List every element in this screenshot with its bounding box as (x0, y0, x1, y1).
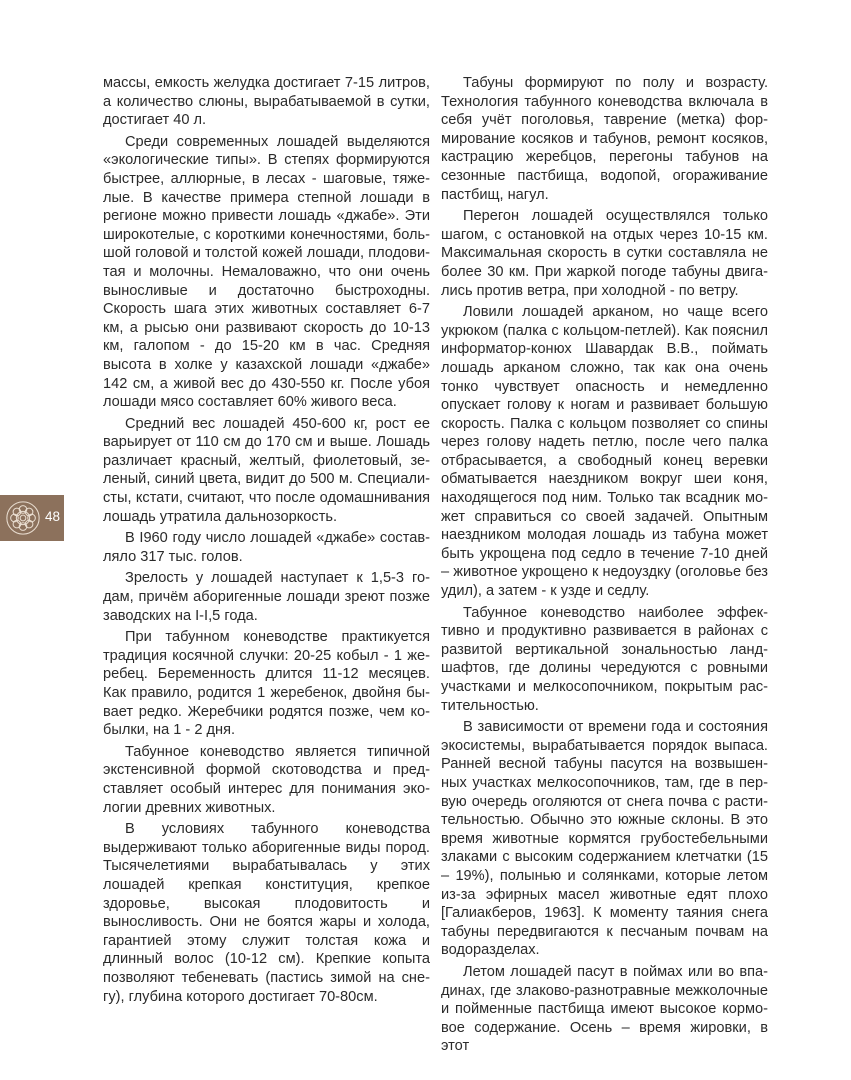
page-number-tab (0, 495, 64, 541)
paragraph: В I960 году число лошадей «джабе» составляло 317 тыс. голов. (103, 530, 430, 565)
paragraph: В зависимости от времени года и состояния экосистемы, вырабатывается порядок выпаса. Ранней весной табуны пасутся на возвышенных участках мелкосопочников, там, где в первую очередь оголяются от снега почва с растительностью. Обычно это южные склоны. В это время животные кормятся грубостебельными злаками с высоким содержанием клетчатки (15 – 19%), полынью и солянками, которые летом из-за эфирных масел животные едят плохо [Галиакберов, 1963]. К моменту таяния снега табуны передвигаются к песчаным почвам на водоразделах. (441, 719, 768, 959)
paragraph: Табунное коневодство является типичной экстенсивной формой скотоводства и представляет особый интерес для понимания экологии древних животных. (103, 743, 430, 816)
paragraph: Летом лошадей пасут в поймах или во впадинах, где злаково-разнотравные межколочные и пойменные пастбища имеют высокое кормовое содержание. Осень – время жировки, в этот (441, 963, 768, 1055)
paragraph: В условиях табунного коневодства выдерживают только аборигенные виды пород. Тысячелетиями вырабатывалась у этих лошадей крепкая конституция, крепкое здоровье, высокая плодовитость и выносливость. Они не боятся жары и холода, гарантией этому служит толстая кожа и длинный волос (10-12 см). Крепкие копыта позволяют тебеневать (пастись зимой на снегу), глубина которого достигает 70-80см. (103, 821, 430, 1005)
paragraph: Табунное коневодство наиболее эффективно и продуктивно развивается в районах с развитой вертикальной зональностью ландшафтов, где долины чередуются с ровными участками и мелкосопочником, покрытым растительностью. (441, 604, 768, 714)
paragraph: Средний вес лошадей 450-600 кг, рост ее варьирует от 110 см до 170 см и выше. Лошадь различает красный, желтый, фиолетовый, зеленый, синий цвета, видит до 500 м. Специалисты, кстати, считают, что после одомашнивания лошадь утратила дальнозоркость. (103, 415, 430, 525)
paragraph: Табуны формируют по полу и возрасту. Технология табунного коневодства включала в себя учёт поголовья, таврение (метка) формирование косяков и табунов, ремонт косяков, кастрацию жеребцов, перегоны табунов на сезонные пастбища, водопой, огораживание пастбищ, нагул. (441, 75, 768, 203)
paragraph: массы, емкость желудка достигает 7-15 литров, а количество слюны, вырабатываемой в сутки, достигает 40 л. (103, 75, 430, 129)
right-text-column (441, 74, 768, 1059)
paragraph: Ловили лошадей арканом, но чаще всего укрюком (палка с кольцом-петлей). Как пояснил информатор-конюх Шавардак В.В., поймать лошадь арканом сложно, так как она очень тонко чувствует опасность и немедленно опускает голову к ногам и развивает большую скорость. Палка с кольцом позволяет со спины через голову надеть петлю, после чего палка отбрасывается, а свободный конец веревки обматывается наездником вокруг шеи коня, находящегося под ним. Только так всадник может справиться со своей задачей. Опытным наездником молодая лошадь из табуна может быть укрощена под седло в течение 7-10 дней – животное укрощено к недоуздку (оголовье без удил), а затем - к узде и седлу. (441, 304, 768, 600)
paragraph: При табунном коневодстве практикуется традиция косячной случки: 20-25 кобыл - 1 жеребец. Беременность длится 11-12 месяцев. Как правило, родится 1 жеребенок, двойня бывает редко. Жеребчики родятся позже, чем кобылки, на 1 - 2 дня. (103, 629, 430, 739)
paragraph: Перегон лошадей осуществлялся только шагом, с остановкой на отдых через 10-15 км. Максимальная скорость в сутки составляла не более 30 км. При жаркой погоде табуны двигались против ветра, при холодной - по ветру. (441, 208, 768, 299)
left-text-column (103, 74, 430, 1009)
paragraph: Зрелость у лошадей наступает к 1,5-3 годам, причём аборигенные лошади зреют позже заводских на I-I,5 года. (103, 570, 430, 624)
page-number: 48 (45, 509, 61, 524)
paragraph: Среди современных лошадей выделяются «экологические типы». В степях формируются быстрее, аллюрные, в лесах - шаговые, тяжелые. В качестве примера степной лошади в регионе можно привести лошадь «джабе». Эти широкотелые, с короткими конечностями, большой головой и толстой кожей лошади, плодовитая и молочны. Немаловажно, что они очень выносливые и достаточно быстроходны. Скорость шага этих животных составляет 6-7 км, а рысью они развивают скорость до 10-13 км, галопом - до 15-20 км в час. Средняя высота в холке у казахской лошади «джабе» 142 см, а живой вес до 430-550 кг. После убоя лошади мясо составляет 60% живого веса. (103, 133, 430, 411)
mandala-ornament-icon (4, 499, 42, 537)
